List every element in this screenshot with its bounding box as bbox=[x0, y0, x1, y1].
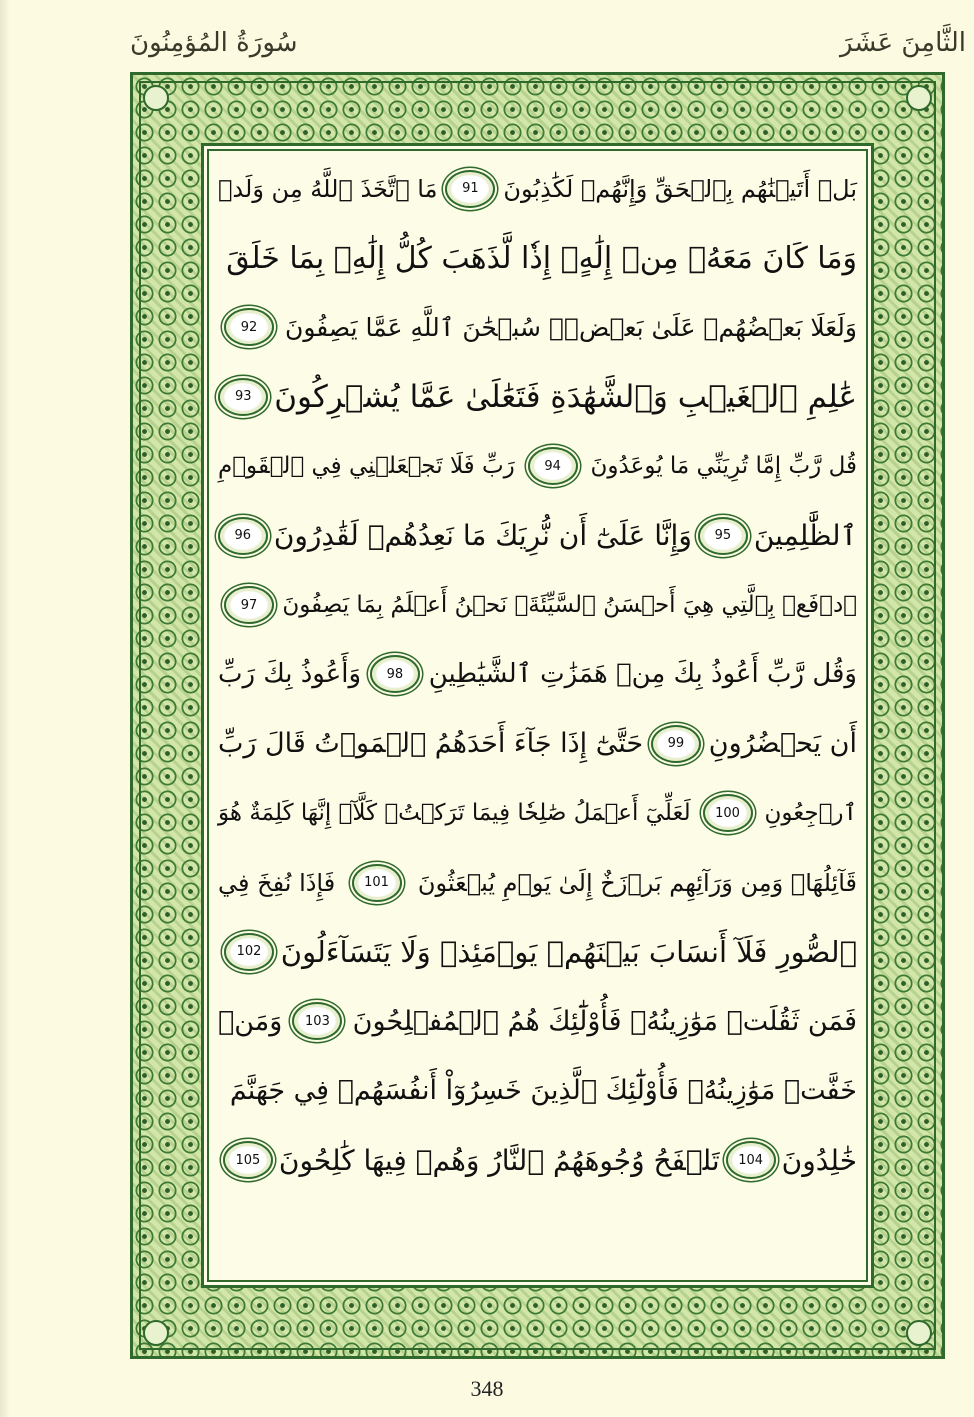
verse-line bbox=[218, 848, 857, 917]
verse-text: فَإِذَا نُفِخَ فِي bbox=[218, 868, 336, 897]
verse-text: ٱدۡفَعۡ بِٱلَّتِي هِيَ أَحۡسَنُ ٱلسَّيِّئَةَۚ نَحۡنُ أَعۡلَمُ بِمَا يَصِفُونَ bbox=[282, 592, 857, 619]
verse-text: وَإِنَّا عَلَىٰٓ أَن نُّرِيَكَ مَا نَعِدُهُمۡ لَقَٰدِرُونَ bbox=[273, 519, 692, 553]
ayah-number-marker: 103 bbox=[292, 1002, 342, 1040]
ayah-number-marker: 91 bbox=[445, 170, 495, 208]
verse-text: خَفَّتۡ مَوَٰزِينُهُۥ فَأُوْلَٰٓئِكَ ٱلَّذِينَ خَسِرُوٓاْ أَنفُسَهُمۡ فِي جَهَنَّمَ bbox=[229, 1075, 857, 1107]
page-number: 348 bbox=[470, 1376, 504, 1401]
verse-text: تَلۡفَحُ وُجُوهَهُمُ ٱلنَّارُ وَهُمۡ فِيهَا كَٰلِحُونَ bbox=[278, 1143, 720, 1177]
ayah-number-marker: 94 bbox=[528, 447, 578, 485]
verse-text: وَلَعَلَا بَعۡضُهُمۡ عَلَىٰ بَعۡضٖۚ سُبۡحَٰنَ ٱللَّهِ عَمَّا يَصِفُونَ bbox=[285, 312, 857, 342]
ayah-number-marker: 100 bbox=[703, 794, 753, 832]
verse-text: فَمَن ثَقُلَتۡ مَوَٰزِينُهُۥ فَأُوْلَٰٓئِكَ هُمُ ٱلۡمُفۡلِحُونَ bbox=[352, 1005, 857, 1037]
verse-line bbox=[218, 293, 857, 362]
corner-ornament-icon bbox=[143, 85, 169, 111]
page-edge-shadow bbox=[0, 0, 10, 1417]
verse-text: حَتَّىٰٓ إِذَا جَآءَ أَحَدَهُمُ ٱلۡمَوۡتُ قَالَ رَبِّ bbox=[218, 728, 644, 760]
verse-text: وَمَنۡ bbox=[218, 1005, 283, 1037]
verse-text: مَا ٱتَّخَذَ ٱللَّهُ مِن وَلَدٖ bbox=[218, 174, 438, 203]
ayah-number-marker: 101 bbox=[352, 864, 402, 902]
verse-line bbox=[218, 570, 857, 639]
verse-line bbox=[218, 640, 857, 709]
ayah-number-marker: 102 bbox=[224, 933, 274, 971]
verse-line bbox=[218, 223, 857, 292]
verse-text: بَلۡ أَتَيۡنَٰهُم بِٱلۡحَقِّ وَإِنَّهُمۡ لَكَٰذِبُونَ bbox=[503, 174, 857, 203]
ayah-number-marker: 92 bbox=[224, 308, 274, 346]
ayah-number-marker: 98 bbox=[370, 655, 420, 693]
verse-text: ٱلصُّورِ فَلَآ أَنسَابَ بَيۡنَهُمۡ يَوۡمَئِذٖ وَلَا يَتَسَآءَلُونَ bbox=[280, 934, 857, 969]
verse-text: وَمَا كَانَ مَعَهُۥ مِنۡ إِلَٰهٍۚ إِذٗا لَّذَهَبَ كُلُّ إِلَٰهِۭ بِمَا خَلَقَ bbox=[226, 240, 857, 276]
verse-line bbox=[218, 709, 857, 778]
surah-name: سُورَةُ المُؤمِنُونَ bbox=[130, 28, 298, 58]
verse-line bbox=[218, 501, 857, 570]
verse-text: خَٰلِدُونَ bbox=[781, 1143, 857, 1177]
verse-line bbox=[218, 1056, 857, 1125]
verse-line bbox=[218, 362, 857, 431]
juz-name: الثَّامِنَ عَشَرَ bbox=[840, 28, 966, 58]
verse-line bbox=[218, 1125, 857, 1194]
verse-text: قَآئِلُهَاۖ وَمِن وَرَآئِهِم بَرۡزَخٌ إِلَىٰ يَوۡمِ يُبۡعَثُونَ bbox=[417, 868, 857, 897]
ayah-number-marker: 104 bbox=[726, 1141, 776, 1179]
corner-ornament-icon bbox=[906, 85, 932, 111]
ayah-number-marker: 96 bbox=[218, 517, 268, 555]
verse-text: رَبِّ فَلَا تَجۡعَلۡنِي فِي ٱلۡقَوۡمِ bbox=[218, 453, 515, 480]
corner-ornament-icon bbox=[143, 1320, 169, 1346]
ornamental-frame bbox=[130, 72, 945, 1359]
verse-text: لَعَلِّيٓ أَعۡمَلُ صَٰلِحٗا فِيمَا تَرَكۡتُۚ كَلَّآۚ إِنَّهَا كَلِمَةٌ هُوَ bbox=[218, 800, 691, 827]
verse-text: ٱلظَّٰلِمِينَ bbox=[753, 519, 857, 553]
verse-line bbox=[218, 779, 857, 848]
verse-line bbox=[218, 917, 857, 986]
ayah-number-marker: 105 bbox=[223, 1141, 273, 1179]
verse-line bbox=[218, 154, 857, 223]
verse-text: عَٰلِمِ ٱلۡغَيۡبِ وَٱلشَّهَٰدَةِ فَتَعَٰلَىٰ عَمَّا يُشۡرِكُونَ bbox=[274, 378, 857, 415]
verse-text: وَقُل رَّبِّ أَعُوذُ بِكَ مِنۡ هَمَزَٰتِ ٱلشَّيَٰطِينِ bbox=[428, 659, 857, 690]
verse-lines bbox=[218, 154, 857, 1277]
ayah-number-marker: 97 bbox=[224, 586, 274, 624]
verse-text: قُل رَّبِّ إِمَّا تُرِيَنِّي مَا يُوعَدُونَ bbox=[590, 453, 857, 480]
verse-text: ٱرۡجِعُونِ bbox=[764, 800, 857, 827]
corner-ornament-icon bbox=[906, 1320, 932, 1346]
ayah-number-marker: 99 bbox=[651, 725, 701, 763]
verse-line bbox=[218, 432, 857, 501]
text-panel bbox=[201, 143, 874, 1288]
verse-text: وَأَعُوذُ بِكَ رَبِّ bbox=[218, 659, 362, 690]
verse-line bbox=[218, 987, 857, 1056]
ayah-number-marker: 93 bbox=[218, 378, 268, 416]
verse-text: أَن يَحۡضُرُونِ bbox=[708, 728, 857, 760]
page-header bbox=[0, 8, 974, 68]
ayah-number-marker: 95 bbox=[698, 517, 748, 555]
